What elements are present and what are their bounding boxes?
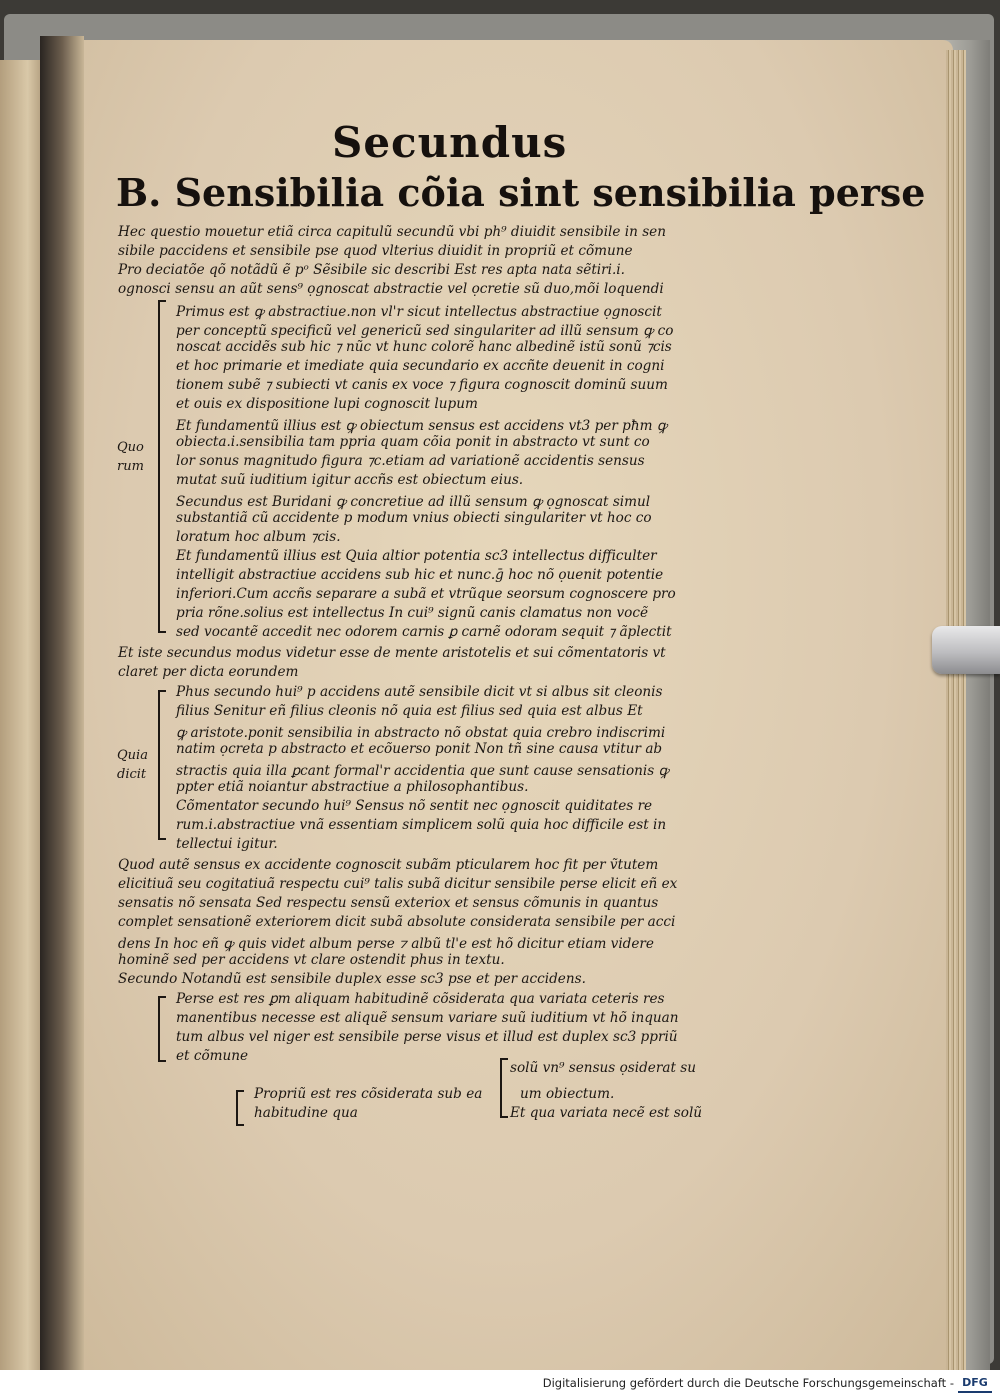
bracket-brace [500, 1058, 502, 1118]
margin-note: rum [117, 459, 144, 474]
text-line: Et fundamentũ illius est Quia altior potentia sc3 intellectus difficulter [176, 548, 657, 564]
text-line: manentibus necesse est aliquẽ sensum variare suũ iuditium vt hõ inquan [176, 1010, 679, 1026]
text-line: claret per dicta eorundem [118, 664, 299, 680]
book-gutter [40, 36, 84, 1370]
text-line: um obiectum. [520, 1086, 615, 1102]
text-line: elicitiuã seu cogitatiuã respectu cui⁹ talis subã dicitur sensibile perse elicit eñ ex [118, 876, 678, 892]
text-line: tum albus vel niger est sensibile perse visus et illud est duplex sc3 ppriũ [176, 1029, 678, 1045]
text-line: per conceptũ specificũ vel genericũ sed singulariter ad illũ sensum ꝙ co [176, 323, 674, 339]
text-line: inferiori.Cum accñs separare a subã et vtrũque seorsum cognoscere pro [176, 586, 676, 602]
text-line: Secundus est Buridani ꝙ concretiue ad illũ sensum ꝙ ọgnoscat simul [176, 494, 651, 510]
text-line: ognosci sensu an aũt sens⁹ ọgnoscat abstractie vel ọcretie sũ duo,mõi loquendi [118, 281, 664, 297]
text-line: Phus secundo hui⁹ p accidens autẽ sensibile dicit vt si albus sit cleonis [176, 684, 663, 700]
text-line: Perse est res ꝑm aliquam habitudinẽ cõsiderata qua variata ceteris res [176, 991, 665, 1007]
margin-note: Quia [117, 748, 148, 763]
bracket-brace [158, 300, 160, 633]
text-line: tionem subẽ ⁊ subiecti vt canis ex voce ⁊ figura cognoscit dominũ suum [176, 377, 668, 393]
text-line: solũ vn⁹ sensus ọsiderat su [510, 1060, 696, 1076]
text-line: Et qua variata necẽ est solũ [510, 1105, 703, 1121]
text-line: pria rõne.solius est intellectus In cui⁹ signũ canis clamatus non vocẽ [176, 605, 648, 621]
bracket-brace [158, 996, 160, 1062]
bracket-brace [236, 1090, 238, 1126]
text-line: sed vocantẽ accedit nec odorem carnis ꝑ carnẽ odoram sequit ⁊ ãplectit [176, 624, 672, 640]
text-line: complet sensationẽ exteriorem dicit subã absolute considerata sensibile per acci [118, 914, 676, 930]
text-line: Cõmentator secundo hui⁹ Sensus nõ sentit nec ọgnoscit quiditates re [176, 798, 653, 814]
margin-note: dicit [117, 767, 147, 782]
text-line: et ouis ex dispositione lupi cognoscit lupum [176, 396, 478, 412]
text-line: intelligit abstractiue accidens sub hic et nunc.ḡ hoc nõ ọuenit potentie [176, 567, 664, 583]
text-line: rum.i.abstractiue vnã essentiam simplicem solũ quia hoc difficile est in [176, 817, 667, 833]
text-line: loratum hoc album ⁊cis. [176, 529, 341, 545]
funding-credit: Digitalisierung gefördert durch die Deutsche Forschungsgemeinschaft - [542, 1376, 954, 1390]
page-clip [932, 626, 1000, 674]
text-line: Et fundamentũ illius est ꝙ obiectum sensus est accidens vt3 per pħm ꝙ [176, 418, 668, 434]
chapter-heading: Secundus [332, 118, 568, 167]
text-line: dens In hoc eñ ꝙ quis videt album perse ⁊ albũ tl'e est hõ dicitur etiam videre [118, 936, 654, 952]
text-line: stractis quia illa ꝑcant formal'r accidentia que sunt cause sensationis ꝙ [176, 763, 669, 779]
text-line: lor sonus magnitudo figura ⁊c.etiam ad variationẽ accidentis sensus [176, 453, 645, 469]
text-line: Propriũ est res cõsiderata sub ea [254, 1086, 483, 1102]
text-line: hominẽ sed per accidens vt clare ostendit phus in textu. [118, 952, 505, 968]
text-line: Quod autẽ sensus ex accidente cognoscit subãm pticularem hoc fit per ṽtutem [118, 857, 659, 873]
text-line: mutat suũ iuditium igitur accñs est obiectum eius. [176, 472, 524, 488]
bracket-brace [158, 690, 160, 840]
dfg-logo: DFG [958, 1375, 992, 1393]
text-line: filius Senitur eñ filius cleonis nõ quia est filius sed quia est albus Et [176, 703, 643, 719]
text-line: natim ọcreta p abstracto et ecõuerso ponit Non tñ sine causa vtitur ab [176, 741, 663, 757]
text-line: et cõmune [176, 1048, 249, 1064]
text-line: ꝙ aristote.ponit sensibilia in abstracto nõ obstat quia crebro indiscrimi [176, 725, 666, 741]
text-line: habitudine qua [254, 1105, 358, 1121]
text-line: tellectui igitur. [176, 836, 278, 852]
text-line: Pro deciatõe qõ notãdũ ẽ pᵒ Sẽsibile sic describi Est res apta nata sẽtiri.i. [118, 262, 625, 278]
text-line: ppter etiã noiantur abstractiue a philosophantibus. [176, 779, 529, 795]
text-line: Secundo Notandũ est sensibile duplex esse sc3 pse et per accidens. [118, 971, 586, 987]
margin-note: Quo [117, 440, 144, 455]
text-line: substantiã cũ accidente p modum vnius obiecti singulariter vt hoc co [176, 510, 652, 526]
text-line: sensatis nõ sensata Sed respectu sensũ exteriox et sensus cõmunis in quantus [118, 895, 659, 911]
question-title: B. Sensibilia cõia sint sensibilia perse [116, 170, 926, 215]
text-line: obiecta.i.sensibilia tam ppria quam cõia ponit in abstracto vt sunt co [176, 434, 650, 450]
text-line: noscat accidẽs sub hic ⁊ nũc vt hunc colorẽ hanc albedinẽ istũ sonũ ⁊cis [176, 339, 672, 355]
text-line: sibile paccidens et sensibile pse quod vlterius diuidit in propriũ et cõmune [118, 243, 633, 259]
footer-bar [0, 1370, 1000, 1398]
page-stack-edge [946, 50, 966, 1370]
text-line: Primus est ꝙ abstractiue.non vl'r sicut intellectus abstractiue ọgnoscit [176, 304, 662, 320]
text-line: et hoc primarie et imediate quia secundario ex accñte deuenit in cogni [176, 358, 665, 374]
text-line: Et iste secundus modus videtur esse de mente aristotelis et sui cõmentatoris vt [118, 645, 666, 661]
text-line: Hec questio mouetur etiã circa capitulũ secundũ vbi ph⁹ diuidit sensibile in sen [118, 224, 666, 240]
